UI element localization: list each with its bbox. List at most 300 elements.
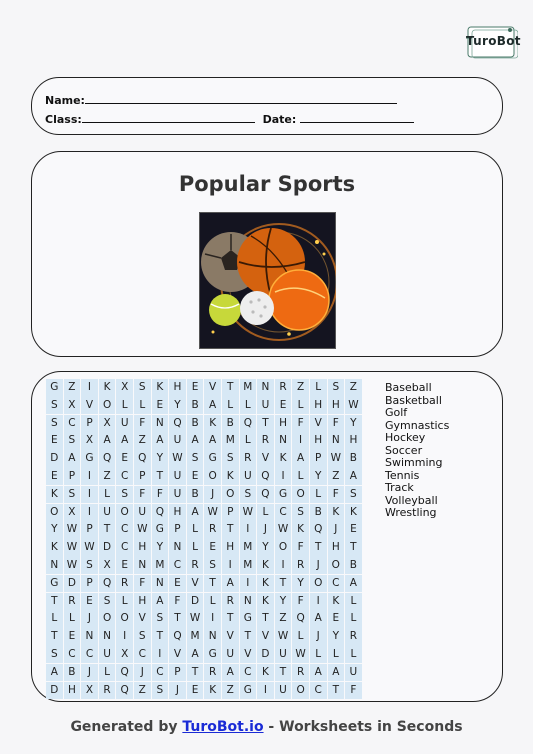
grid-cell[interactable]: Y [310, 468, 327, 486]
grid-cell[interactable]: H [169, 504, 186, 522]
grid-cell[interactable]: E [116, 557, 133, 575]
grid-cell[interactable]: A [204, 432, 221, 450]
grid-cell[interactable]: R [345, 628, 362, 646]
grid-cell[interactable]: K [328, 504, 345, 522]
grid-cell[interactable]: R [204, 521, 221, 539]
grid-cell[interactable]: N [240, 593, 257, 611]
grid-cell[interactable]: I [222, 557, 239, 575]
grid-cell[interactable]: I [81, 379, 98, 397]
grid-cell[interactable]: A [152, 432, 169, 450]
grid-cell[interactable]: K [222, 468, 239, 486]
grid-cell[interactable]: A [222, 575, 239, 593]
grid-cell[interactable]: Y [46, 521, 63, 539]
grid-cell[interactable]: W [134, 521, 151, 539]
grid-cell[interactable]: R [187, 557, 204, 575]
grid-cell[interactable]: E [328, 610, 345, 628]
grid-cell[interactable]: N [99, 628, 116, 646]
grid-cell[interactable]: I [240, 575, 257, 593]
grid-cell[interactable]: L [99, 486, 116, 504]
grid-cell[interactable]: T [257, 415, 274, 433]
grid-cell[interactable]: M [240, 557, 257, 575]
grid-cell[interactable]: E [81, 593, 98, 611]
grid-cell[interactable]: Z [222, 682, 239, 700]
grid-cell[interactable]: U [275, 682, 292, 700]
grid-cell[interactable]: J [81, 610, 98, 628]
grid-cell[interactable]: T [275, 575, 292, 593]
grid-cell[interactable]: Z [134, 432, 151, 450]
grid-cell[interactable]: B [64, 664, 81, 682]
grid-cell[interactable]: K [46, 486, 63, 504]
grid-cell[interactable]: I [152, 646, 169, 664]
grid-cell[interactable]: W [204, 504, 221, 522]
grid-cell[interactable]: N [134, 557, 151, 575]
grid-cell[interactable]: O [328, 557, 345, 575]
grid-cell[interactable]: H [345, 432, 362, 450]
grid-cell[interactable]: Q [99, 450, 116, 468]
grid-cell[interactable]: L [345, 593, 362, 611]
grid-cell[interactable]: J [81, 664, 98, 682]
grid-cell[interactable]: A [328, 664, 345, 682]
grid-cell[interactable]: C [64, 646, 81, 664]
grid-cell[interactable]: S [345, 486, 362, 504]
grid-cell[interactable]: H [275, 415, 292, 433]
grid-cell[interactable]: G [240, 682, 257, 700]
grid-cell[interactable]: O [204, 468, 221, 486]
grid-cell[interactable]: U [345, 664, 362, 682]
grid-cell[interactable]: E [187, 468, 204, 486]
grid-cell[interactable]: Q [257, 486, 274, 504]
grid-cell[interactable]: J [134, 664, 151, 682]
grid-cell[interactable]: F [292, 593, 309, 611]
grid-cell[interactable]: W [64, 521, 81, 539]
grid-cell[interactable]: K [328, 593, 345, 611]
grid-cell[interactable]: O [46, 504, 63, 522]
grid-cell[interactable]: T [275, 664, 292, 682]
grid-cell[interactable]: R [116, 575, 133, 593]
grid-cell[interactable]: W [328, 450, 345, 468]
grid-cell[interactable]: L [222, 397, 239, 415]
grid-cell[interactable]: J [257, 521, 274, 539]
grid-cell[interactable]: O [116, 610, 133, 628]
grid-cell[interactable]: M [240, 539, 257, 557]
grid-cell[interactable]: A [99, 432, 116, 450]
grid-cell[interactable]: E [46, 468, 63, 486]
grid-cell[interactable]: Q [134, 450, 151, 468]
grid-cell[interactable]: I [81, 468, 98, 486]
grid-cell[interactable]: F [134, 486, 151, 504]
grid-cell[interactable]: L [345, 610, 362, 628]
grid-cell[interactable]: F [328, 486, 345, 504]
grid-cell[interactable]: F [134, 575, 151, 593]
grid-cell[interactable]: T [152, 628, 169, 646]
grid-cell[interactable]: B [222, 415, 239, 433]
grid-cell[interactable]: N [328, 432, 345, 450]
grid-cell[interactable]: R [204, 664, 221, 682]
grid-cell[interactable]: M [152, 557, 169, 575]
grid-cell[interactable]: P [81, 521, 98, 539]
grid-cell[interactable]: S [187, 450, 204, 468]
grid-cell[interactable]: E [187, 682, 204, 700]
grid-cell[interactable]: I [310, 593, 327, 611]
grid-cell[interactable]: Q [292, 610, 309, 628]
grid-cell[interactable]: K [204, 682, 221, 700]
grid-cell[interactable]: X [81, 432, 98, 450]
grid-cell[interactable]: J [169, 682, 186, 700]
grid-cell[interactable]: Y [345, 415, 362, 433]
grid-cell[interactable]: G [204, 450, 221, 468]
grid-cell[interactable]: O [310, 575, 327, 593]
grid-cell[interactable]: Q [310, 521, 327, 539]
grid-cell[interactable]: G [152, 521, 169, 539]
grid-cell[interactable]: T [222, 379, 239, 397]
grid-cell[interactable]: K [204, 415, 221, 433]
grid-cell[interactable]: L [345, 646, 362, 664]
grid-cell[interactable]: S [64, 432, 81, 450]
grid-cell[interactable]: S [134, 379, 151, 397]
grid-cell[interactable]: V [257, 450, 274, 468]
grid-cell[interactable]: A [152, 593, 169, 611]
grid-cell[interactable]: L [310, 379, 327, 397]
grid-cell[interactable]: W [81, 539, 98, 557]
grid-cell[interactable]: T [46, 593, 63, 611]
grid-cell[interactable]: K [46, 539, 63, 557]
grid-cell[interactable]: W [64, 539, 81, 557]
grid-cell[interactable]: N [46, 557, 63, 575]
grid-cell[interactable]: B [187, 415, 204, 433]
grid-cell[interactable]: A [222, 664, 239, 682]
grid-cell[interactable]: F [152, 486, 169, 504]
grid-cell[interactable]: E [64, 628, 81, 646]
grid-cell[interactable]: E [116, 450, 133, 468]
grid-cell[interactable]: M [187, 628, 204, 646]
grid-cell[interactable]: P [134, 468, 151, 486]
grid-cell[interactable]: V [240, 646, 257, 664]
grid-cell[interactable]: S [81, 557, 98, 575]
grid-cell[interactable]: D [99, 539, 116, 557]
grid-cell[interactable]: S [240, 486, 257, 504]
grid-cell[interactable]: W [64, 557, 81, 575]
grid-cell[interactable]: L [240, 432, 257, 450]
grid-cell[interactable]: W [187, 610, 204, 628]
grid-cell[interactable]: S [116, 486, 133, 504]
grid-cell[interactable]: Q [116, 664, 133, 682]
grid-cell[interactable]: P [169, 521, 186, 539]
grid-cell[interactable]: W [275, 628, 292, 646]
grid-cell[interactable]: S [292, 504, 309, 522]
grid-cell[interactable]: T [257, 610, 274, 628]
turobot-link[interactable]: TuroBot.io [182, 719, 264, 735]
grid-cell[interactable]: L [240, 397, 257, 415]
grid-cell[interactable]: Z [345, 379, 362, 397]
grid-cell[interactable]: V [257, 628, 274, 646]
grid-cell[interactable]: L [46, 610, 63, 628]
grid-cell[interactable]: Q [240, 415, 257, 433]
grid-cell[interactable]: L [64, 610, 81, 628]
grid-cell[interactable]: X [116, 379, 133, 397]
grid-cell[interactable]: U [169, 432, 186, 450]
grid-cell[interactable]: P [222, 504, 239, 522]
grid-cell[interactable]: V [81, 397, 98, 415]
grid-cell[interactable]: O [99, 610, 116, 628]
grid-cell[interactable]: X [99, 557, 116, 575]
grid-cell[interactable]: Y [275, 593, 292, 611]
grid-cell[interactable]: A [310, 664, 327, 682]
grid-cell[interactable]: I [81, 504, 98, 522]
grid-cell[interactable]: K [99, 379, 116, 397]
grid-cell[interactable]: L [187, 539, 204, 557]
grid-cell[interactable]: K [275, 450, 292, 468]
grid-cell[interactable]: U [275, 646, 292, 664]
grid-cell[interactable]: B [187, 397, 204, 415]
grid-cell[interactable]: L [99, 664, 116, 682]
grid-cell[interactable]: Z [64, 379, 81, 397]
class-field[interactable] [82, 113, 255, 123]
grid-cell[interactable]: A [292, 450, 309, 468]
grid-cell[interactable]: A [345, 468, 362, 486]
grid-cell[interactable]: S [134, 628, 151, 646]
grid-cell[interactable]: L [292, 468, 309, 486]
grid-cell[interactable]: L [116, 397, 133, 415]
grid-cell[interactable]: T [222, 610, 239, 628]
grid-cell[interactable]: T [222, 521, 239, 539]
grid-cell[interactable]: R [257, 432, 274, 450]
grid-cell[interactable]: P [64, 468, 81, 486]
grid-cell[interactable]: E [204, 539, 221, 557]
grid-cell[interactable]: H [134, 593, 151, 611]
grid-cell[interactable]: L [328, 646, 345, 664]
grid-cell[interactable]: V [134, 610, 151, 628]
grid-cell[interactable]: U [99, 646, 116, 664]
grid-cell[interactable]: E [275, 397, 292, 415]
grid-cell[interactable]: B [345, 557, 362, 575]
grid-cell[interactable]: H [310, 397, 327, 415]
grid-cell[interactable]: C [134, 646, 151, 664]
grid-cell[interactable]: O [99, 397, 116, 415]
grid-cell[interactable]: S [46, 415, 63, 433]
grid-cell[interactable]: I [81, 486, 98, 504]
grid-cell[interactable]: C [116, 468, 133, 486]
grid-cell[interactable]: A [345, 575, 362, 593]
grid-cell[interactable]: I [275, 557, 292, 575]
grid-cell[interactable]: C [81, 646, 98, 664]
grid-cell[interactable]: C [116, 539, 133, 557]
grid-cell[interactable]: Z [99, 468, 116, 486]
grid-cell[interactable]: U [134, 504, 151, 522]
grid-cell[interactable]: S [328, 379, 345, 397]
grid-cell[interactable]: Q [169, 628, 186, 646]
grid-cell[interactable]: L [292, 397, 309, 415]
grid-cell[interactable]: W [240, 504, 257, 522]
grid-cell[interactable]: D [46, 450, 63, 468]
grid-cell[interactable]: L [310, 646, 327, 664]
grid-cell[interactable]: Q [169, 415, 186, 433]
grid-cell[interactable]: H [328, 539, 345, 557]
grid-cell[interactable]: S [204, 557, 221, 575]
grid-cell[interactable]: N [152, 415, 169, 433]
grid-cell[interactable]: U [257, 397, 274, 415]
grid-cell[interactable]: E [345, 521, 362, 539]
grid-cell[interactable]: A [46, 664, 63, 682]
grid-cell[interactable]: H [134, 539, 151, 557]
grid-cell[interactable]: Q [152, 504, 169, 522]
grid-cell[interactable]: U [169, 486, 186, 504]
grid-cell[interactable]: W [292, 646, 309, 664]
grid-cell[interactable]: I [275, 468, 292, 486]
grid-cell[interactable]: F [328, 415, 345, 433]
grid-cell[interactable]: F [169, 593, 186, 611]
grid-cell[interactable]: K [292, 521, 309, 539]
grid-cell[interactable]: S [46, 397, 63, 415]
grid-cell[interactable]: T [328, 682, 345, 700]
grid-cell[interactable]: I [116, 628, 133, 646]
grid-cell[interactable]: S [46, 646, 63, 664]
grid-cell[interactable]: G [46, 575, 63, 593]
grid-cell[interactable]: U [222, 646, 239, 664]
grid-cell[interactable]: Y [152, 539, 169, 557]
grid-cell[interactable]: O [222, 486, 239, 504]
grid-cell[interactable]: T [169, 610, 186, 628]
grid-cell[interactable]: X [81, 682, 98, 700]
grid-cell[interactable]: V [222, 628, 239, 646]
grid-cell[interactable]: Z [292, 379, 309, 397]
grid-cell[interactable]: S [152, 610, 169, 628]
grid-cell[interactable]: H [169, 379, 186, 397]
grid-cell[interactable]: C [328, 575, 345, 593]
grid-cell[interactable]: K [257, 575, 274, 593]
grid-cell[interactable]: O [116, 504, 133, 522]
grid-cell[interactable]: V [310, 415, 327, 433]
grid-cell[interactable]: F [292, 415, 309, 433]
grid-cell[interactable]: O [275, 539, 292, 557]
grid-cell[interactable]: C [169, 557, 186, 575]
grid-cell[interactable]: E [46, 432, 63, 450]
grid-cell[interactable]: B [310, 504, 327, 522]
grid-cell[interactable]: X [64, 397, 81, 415]
grid-cell[interactable]: X [99, 415, 116, 433]
grid-cell[interactable]: O [292, 486, 309, 504]
grid-cell[interactable]: G [81, 450, 98, 468]
grid-cell[interactable]: U [99, 504, 116, 522]
grid-cell[interactable]: W [345, 397, 362, 415]
grid-cell[interactable]: L [204, 593, 221, 611]
grid-cell[interactable]: Y [152, 450, 169, 468]
grid-cell[interactable]: X [116, 646, 133, 664]
grid-cell[interactable]: U [116, 415, 133, 433]
grid-cell[interactable]: T [345, 539, 362, 557]
grid-cell[interactable]: Q [116, 682, 133, 700]
grid-cell[interactable]: L [187, 521, 204, 539]
grid-cell[interactable]: T [99, 521, 116, 539]
grid-cell[interactable]: J [310, 628, 327, 646]
grid-cell[interactable]: L [257, 504, 274, 522]
grid-cell[interactable]: A [116, 432, 133, 450]
grid-cell[interactable]: D [257, 646, 274, 664]
grid-cell[interactable]: J [328, 521, 345, 539]
grid-cell[interactable]: C [240, 664, 257, 682]
grid-cell[interactable]: A [310, 610, 327, 628]
grid-cell[interactable]: A [187, 432, 204, 450]
grid-cell[interactable]: K [257, 593, 274, 611]
grid-cell[interactable]: E [187, 379, 204, 397]
grid-cell[interactable]: O [292, 682, 309, 700]
grid-cell[interactable]: R [292, 664, 309, 682]
grid-cell[interactable]: P [310, 450, 327, 468]
grid-cell[interactable]: Y [328, 628, 345, 646]
grid-cell[interactable]: R [240, 450, 257, 468]
grid-cell[interactable]: S [152, 682, 169, 700]
grid-cell[interactable]: V [187, 575, 204, 593]
grid-cell[interactable]: Y [292, 575, 309, 593]
grid-cell[interactable]: X [64, 504, 81, 522]
grid-cell[interactable]: I [240, 521, 257, 539]
grid-cell[interactable]: R [99, 682, 116, 700]
grid-cell[interactable]: C [116, 521, 133, 539]
grid-cell[interactable]: F [292, 539, 309, 557]
grid-cell[interactable]: U [240, 468, 257, 486]
grid-cell[interactable]: Z [275, 610, 292, 628]
grid-cell[interactable]: K [345, 504, 362, 522]
grid-cell[interactable]: Y [257, 539, 274, 557]
grid-cell[interactable]: I [204, 610, 221, 628]
grid-cell[interactable]: V [204, 379, 221, 397]
grid-cell[interactable]: L [310, 486, 327, 504]
grid-cell[interactable]: G [275, 486, 292, 504]
grid-cell[interactable]: U [169, 468, 186, 486]
grid-cell[interactable]: T [204, 575, 221, 593]
grid-cell[interactable]: D [46, 682, 63, 700]
grid-cell[interactable]: H [328, 397, 345, 415]
grid-cell[interactable]: R [222, 593, 239, 611]
grid-cell[interactable]: A [204, 397, 221, 415]
grid-cell[interactable]: E [169, 575, 186, 593]
grid-cell[interactable]: B [187, 486, 204, 504]
grid-cell[interactable]: P [81, 415, 98, 433]
grid-cell[interactable]: T [240, 628, 257, 646]
grid-cell[interactable]: P [81, 575, 98, 593]
grid-cell[interactable]: I [292, 432, 309, 450]
grid-cell[interactable]: J [310, 557, 327, 575]
grid-cell[interactable]: K [257, 664, 274, 682]
date-field[interactable] [300, 113, 414, 123]
grid-cell[interactable]: C [64, 415, 81, 433]
grid-cell[interactable]: L [292, 628, 309, 646]
grid-cell[interactable]: A [187, 504, 204, 522]
grid-cell[interactable]: V [169, 646, 186, 664]
grid-cell[interactable]: L [116, 593, 133, 611]
grid-cell[interactable]: J [204, 486, 221, 504]
grid-cell[interactable]: G [46, 379, 63, 397]
grid-cell[interactable]: Q [99, 575, 116, 593]
grid-cell[interactable]: Y [169, 397, 186, 415]
grid-cell[interactable]: N [169, 539, 186, 557]
grid-cell[interactable]: H [222, 539, 239, 557]
grid-cell[interactable]: A [64, 450, 81, 468]
grid-cell[interactable]: R [292, 557, 309, 575]
grid-cell[interactable]: N [204, 628, 221, 646]
grid-cell[interactable]: G [240, 610, 257, 628]
grid-cell[interactable]: H [310, 432, 327, 450]
grid-cell[interactable]: G [204, 646, 221, 664]
grid-cell[interactable]: W [275, 521, 292, 539]
grid-cell[interactable]: N [152, 575, 169, 593]
grid-cell[interactable]: N [275, 432, 292, 450]
grid-cell[interactable]: N [81, 628, 98, 646]
grid-cell[interactable]: T [46, 628, 63, 646]
grid-cell[interactable]: A [187, 646, 204, 664]
grid-cell[interactable]: S [99, 593, 116, 611]
grid-cell[interactable]: T [187, 664, 204, 682]
grid-cell[interactable]: Z [134, 682, 151, 700]
